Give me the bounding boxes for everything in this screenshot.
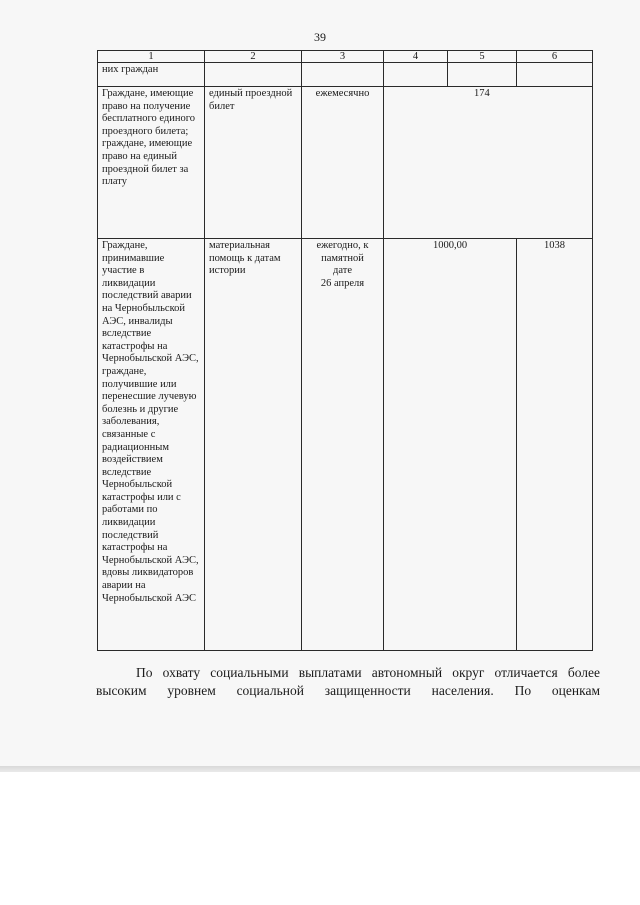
table-cell: Граждане, имеющие право на получение бесплатного единого проездного билета; граждане, имеющие право на единый проездной билет за плату <box>98 87 205 239</box>
table-cell <box>302 239 384 651</box>
column-header: 1 <box>98 51 205 63</box>
table-header-row <box>98 51 593 63</box>
table-row <box>98 87 593 239</box>
column-header: 3 <box>302 51 384 63</box>
table-cell <box>205 63 302 87</box>
cell-line: дате <box>333 265 352 277</box>
table-cell: 1000,00 <box>384 239 517 651</box>
paragraph-line: высоким уровнем социальной защищенности населения. По оценкам <box>96 682 600 698</box>
table-cell <box>517 63 593 87</box>
table-cell: 174 <box>384 87 593 239</box>
column-header: 6 <box>517 51 593 63</box>
body-paragraph <box>96 664 600 699</box>
table-cell: материальная помощь к датам истории <box>205 239 302 651</box>
table-cell <box>302 63 384 87</box>
table-cell: них граждан <box>98 63 205 87</box>
column-header: 4 <box>384 51 448 63</box>
table-row <box>98 239 593 651</box>
page-number: 39 <box>314 30 326 44</box>
column-header: 5 <box>448 51 517 63</box>
table-cell: ежемесячно <box>302 87 384 239</box>
table-cell: единый проездной билет <box>205 87 302 239</box>
paragraph-line: По охвату социальными выплатами автономный округ отличается более <box>136 665 600 680</box>
table-cell <box>448 63 517 87</box>
cell-line: 26 апреля <box>320 277 365 289</box>
benefits-table <box>97 50 593 651</box>
table-row <box>98 63 593 87</box>
page-bottom-edge <box>0 766 640 772</box>
column-header: 2 <box>205 51 302 63</box>
cell-line: ежегодно, к памятной <box>316 240 369 264</box>
table-cell <box>384 63 448 87</box>
table-cell: 1038 <box>517 239 593 651</box>
table-cell: Граждане, принимавшие участие в ликвидации последствий аварии на Чернобыльской АЭС, инвалиды вследствие катастрофы на Чернобыльской АЭС, граждане, получившие или перенесшие лучевую болезнь и другие заболевания, связанные с радиационным воздействием вследствие Чернобыльской катастрофы или с работами по ликвидации последствий катастрофы на Чернобыльской АЭС, вдовы ликвидаторов аварии на Чернобыльской АЭС <box>98 239 205 651</box>
